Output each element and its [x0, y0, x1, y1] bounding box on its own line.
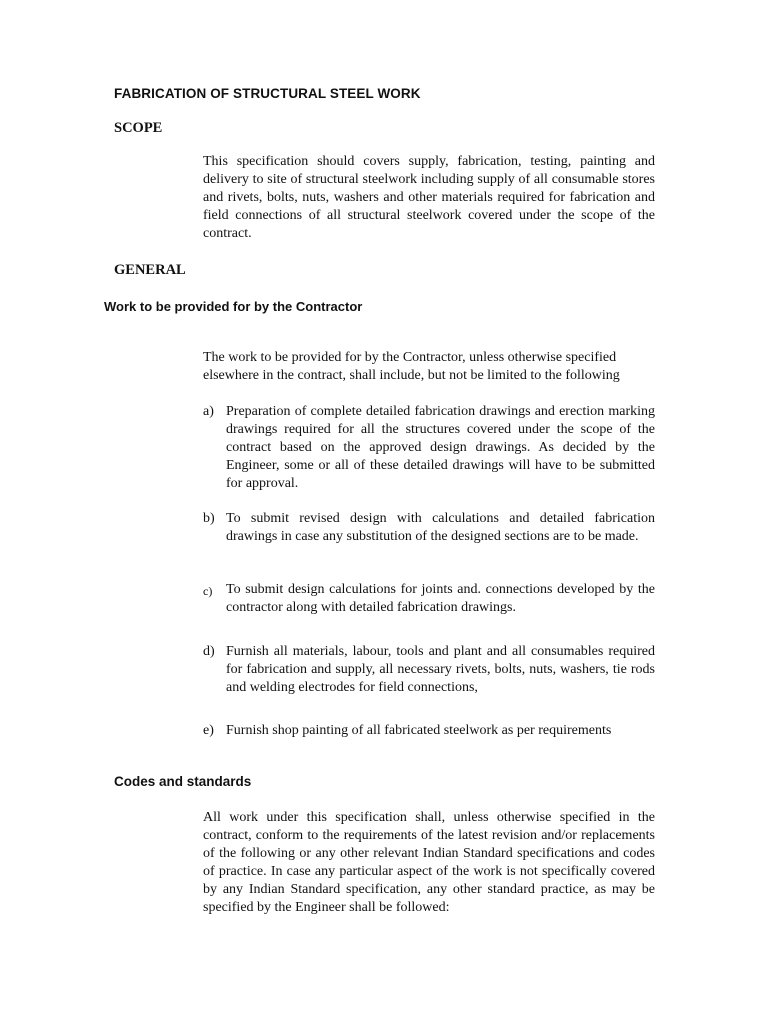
- list-item-d: [203, 643, 655, 697]
- list-item-text: To submit revised design with calculations and detailed fabrication drawings in case any substitution of the designed sections are to be made.: [226, 511, 655, 544]
- list-item-c: [203, 581, 655, 617]
- codes-heading: Codes and standards: [114, 774, 252, 789]
- work-heading: Work to be provided for by the Contractor: [104, 299, 363, 314]
- list-item-text: Preparation of complete detailed fabrication drawings and erection marking drawings required for all the structures covered under the scope of the contract based on the approved design drawings. As decided by the Engineer, some or all of these detailed drawings will have to be submitted for approval.: [226, 404, 655, 491]
- list-marker: d): [203, 644, 215, 659]
- list-item-text: To submit design calculations for joints and. connections developed by the contractor along with detailed fabrication drawings.: [226, 582, 655, 615]
- list-item-b: [203, 510, 655, 546]
- general-heading: GENERAL: [114, 262, 186, 278]
- document-title: FABRICATION OF STRUCTURAL STEEL WORK: [114, 86, 421, 101]
- list-item-text: Furnish all materials, labour, tools and plant and all consumables required for fabrication and supply, all necessary rivets, bolts, nuts, washers, tie rods and welding electrodes for field connections,: [226, 644, 655, 695]
- list-item-text: Furnish shop painting of all fabricated steelwork as per requirements: [226, 723, 612, 738]
- list-marker: b): [203, 511, 215, 526]
- list-marker: e): [203, 723, 214, 738]
- work-intro-paragraph: The work to be provided for by the Contractor, unless otherwise specified elsewhere in the contract, shall include, but not be limited to the following: [203, 350, 620, 383]
- list-marker: a): [203, 404, 214, 419]
- list-item-a: [203, 403, 655, 493]
- scope-paragraph: This specification should covers supply, fabrication, testing, painting and delivery to site of structural steelwork including supply of all consumable stores and rivets, bolts, nuts, washers and other materials required for fabrication and field connections of all structural steelwork covered under the scope of the contract.: [203, 154, 655, 241]
- list-item-e: [203, 722, 655, 740]
- list-marker: c): [203, 584, 213, 598]
- codes-paragraph: All work under this specification shall, unless otherwise specified in the contract, conform to the requirements of the latest revision and/or replacements of the following or any other relevant Indian Standard specifications and codes of practice. In case any particular aspect of the work is not specifically covered by any Indian Standard specification, any other standard practice, as may be specified by the Engineer shall be followed:: [203, 810, 655, 915]
- scope-heading: SCOPE: [114, 120, 163, 136]
